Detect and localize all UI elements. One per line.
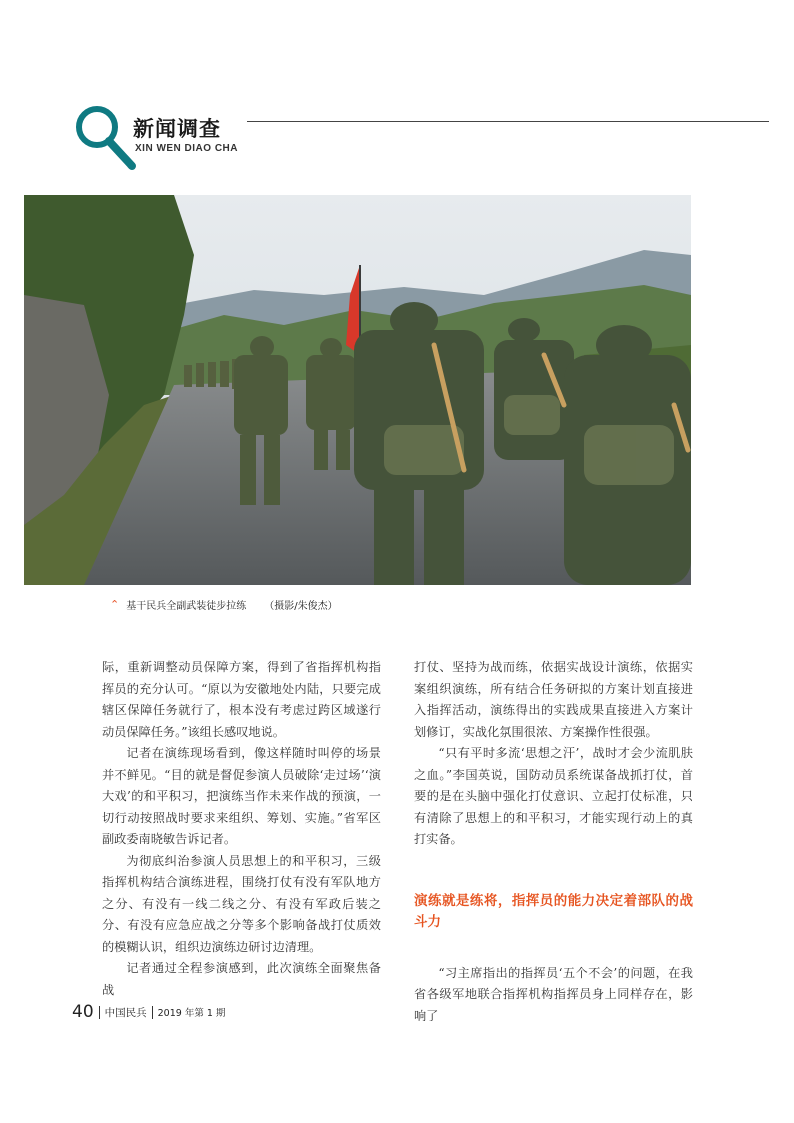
paragraph: 记者在演练现场看到，像这样随时叫停的场景并不鲜见。“目的就是督促参演人员破除‘走过场’‘演大戏’的和平积习，把演练当作未来作战的预演，一切行动按照战时要求来组织、筹划、实施。”省军区副政委南晓敏告诉记者。 — [102, 746, 381, 846]
paragraph: 际，重新调整动员保障方案，得到了省指挥机构指挥员的充分认可。“原以为安徽地处内陆，只要完成辖区保障任务就行了，根本没有考虑过跨区域遂行动员保障任务。”该组长感叹地说。 — [102, 660, 381, 739]
issue-label: 2019 年第 1 期 — [157, 1008, 226, 1019]
photo-credit: （摄影/朱俊杰） — [264, 601, 338, 612]
header-rule — [247, 121, 769, 122]
section-pinyin: XIN WEN DIAO CHA — [135, 143, 238, 154]
chevron-up-icon: ⌃ — [110, 598, 120, 611]
article-subheading: 演练就是练将，指挥员的能力决定着部队的战斗力 — [414, 892, 693, 930]
footer-divider — [152, 1006, 153, 1019]
paragraph: “只有平时多流‘思想之汗’，战时才会少流肌肤之血。”李国英说，国防动员系统谋备战抓打仗，首要的是在头脑中强化打仗意识、立起打仗标准，只有清除了思想上的和平积习，才能实现行动上的真打实备。 — [414, 746, 693, 846]
page-number: 40 — [72, 1002, 94, 1022]
paragraph: 打仗、坚持为战而练，依据实战设计演练，依据实案组织演练，所有结合任务研拟的方案计划直接进入指挥活动，演练得出的实践成果直接进入方案计划修订，实战化氛围很浓、方案操作性很强。 — [414, 660, 693, 739]
page-footer — [72, 1002, 225, 1022]
article-right-column — [414, 657, 693, 1027]
paragraph: “习主席指出的指挥员‘五个不会’的问题，在我省各级军地联合指挥机构指挥员身上同样存在，影响了 — [414, 965, 693, 1023]
paragraph: 为彻底纠治参演人员思想上的和平积习，三级指挥机构结合演练进程，围绕打仗有没有军队地方之分、有没有一线二线之分、有没有军政后装之分、有没有应急应战之分等多个影响备战打仗质效的模糊认识，组织边演练边研讨边清理。 — [102, 853, 381, 954]
section-title: 新闻调查 — [133, 117, 221, 141]
paragraph: 记者通过全程参演感到，此次演练全面聚焦备战 — [102, 961, 381, 997]
photo-caption — [110, 597, 338, 612]
magazine-name: 中国民兵 — [104, 1006, 147, 1019]
article-left-column — [102, 657, 381, 1001]
caption-text: 基干民兵全副武装徒步拉练 — [126, 601, 247, 612]
photo-militia-march — [24, 195, 691, 585]
magnifier-icon — [68, 102, 140, 174]
footer-divider — [99, 1006, 100, 1019]
